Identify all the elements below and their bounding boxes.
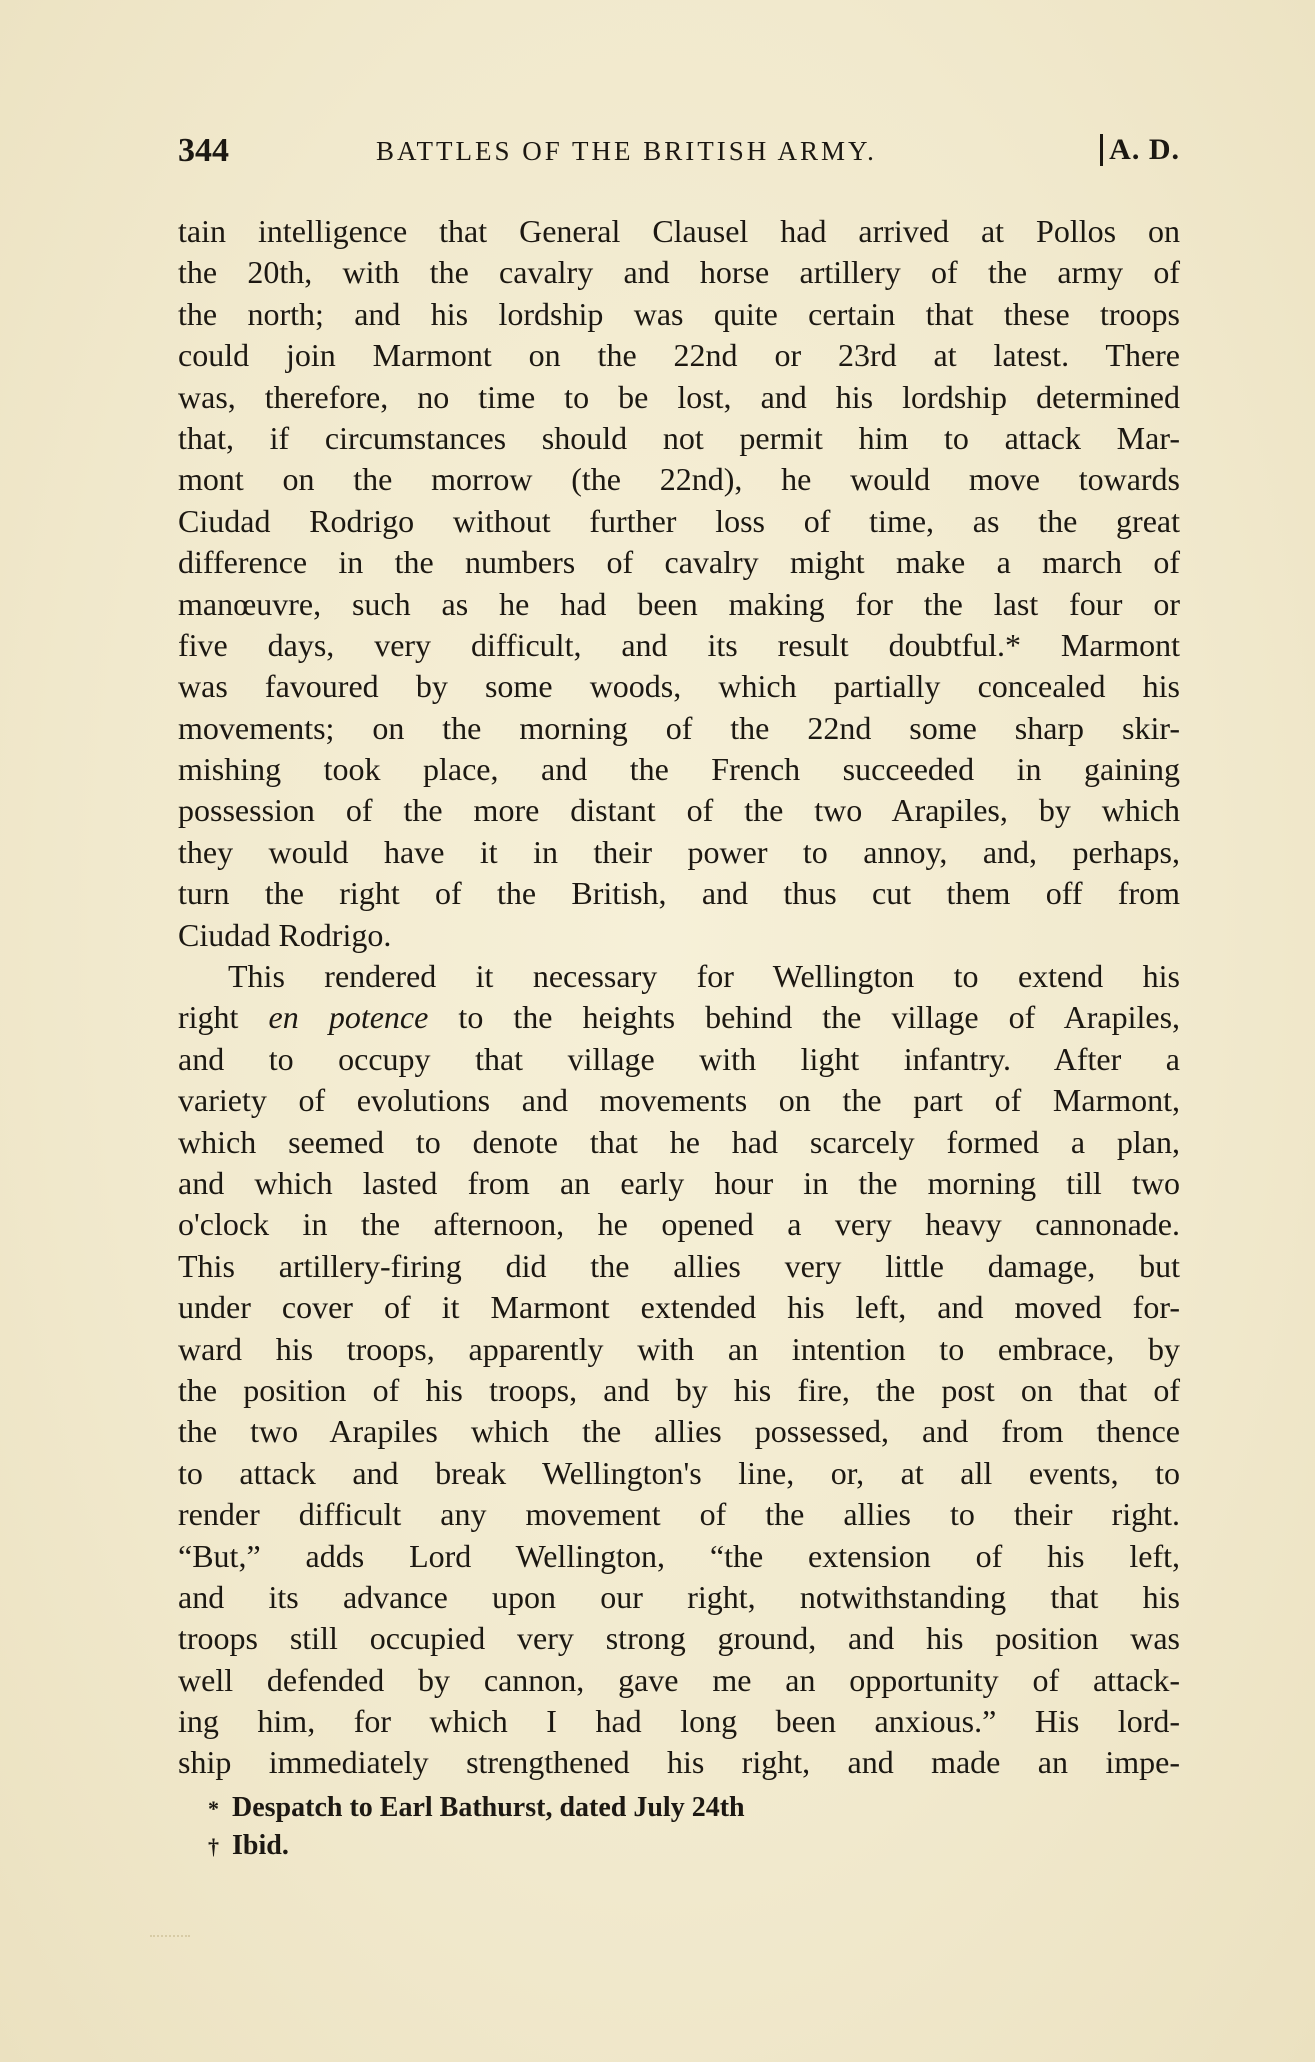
text-line: Ciudad Rodrigo.: [178, 916, 392, 953]
text-line: that, if circumstances should not permit him to attack Mar-: [178, 419, 1180, 456]
text-line: which seemed to denote that he had scarcely formed a plan,: [178, 1123, 1180, 1160]
footnote: [208, 1827, 992, 1865]
text-line: was, therefore, no time to be lost, and his lordship determined: [178, 378, 1180, 415]
text-line: the north; and his lordship was quite certain that these troops: [178, 295, 1180, 332]
text-line: mishing took place, and the French succeeded in gaining: [178, 751, 1180, 788]
text-line: mont on the morrow (the 22nd), he would move towards: [178, 461, 1180, 498]
footnote: [208, 1789, 992, 1827]
text-line: Ciudad Rodrigo without further loss of time, as the great: [178, 502, 1180, 539]
text-line: and which lasted from an early hour in the morning till two: [178, 1164, 1180, 1201]
text-line: under cover of it Marmont extended his left, and moved for-: [178, 1289, 1180, 1326]
text-line: tain intelligence that General Clausel had arrived at Pollos on: [178, 213, 1180, 249]
text-line: was favoured by some woods, which partially concealed his: [178, 668, 1180, 705]
text-line: ward his troops, apparently with an intention to embrace, by: [178, 1330, 1180, 1367]
italic-phrase: en potence: [268, 999, 429, 1036]
text-line: movements; on the morning of the 22nd some sharp skir-: [178, 709, 1180, 746]
footnote-text: Ibid.: [232, 1830, 289, 1861]
text-line: five days, very difficult, and its result doubtful.* Marmont: [178, 626, 1180, 663]
text-line-mixed: [178, 997, 1180, 1038]
footnote-mark: *: [208, 1796, 219, 1821]
text-line: This artillery-firing did the allies very little damage, but: [178, 1247, 1180, 1284]
text-line: render difficult any movement of the allies to their right.: [178, 1496, 1180, 1533]
running-title: BATTLES OF THE BRITISH ARMY.: [376, 136, 877, 166]
text-line: well defended by cannon, gave me an opportunity of attack-: [178, 1661, 1180, 1698]
text-line: troops still occupied very strong ground, and his position was: [178, 1620, 1180, 1657]
text-line: o'clock in the afternoon, he opened a very heavy cannonade.: [178, 1206, 1180, 1243]
text-line: difference in the numbers of cavalry might make a march of: [178, 544, 1180, 581]
text-line: the 20th, with the cavalry and horse artillery of the army of: [178, 254, 1180, 291]
footnotes: [208, 1789, 992, 1865]
text-span: to the heights behind the village of Arapiles,: [458, 999, 1181, 1036]
era-marker: A. D.: [1100, 134, 1180, 166]
text-line: they would have it in their power to annoy, and, perhaps,: [178, 833, 1180, 870]
text-line: the position of his troops, and by his fire, the post on that of: [178, 1371, 1180, 1408]
page-number: 344: [178, 132, 229, 169]
text-line: could join Marmont on the 22nd or 23rd at latest. There: [178, 337, 1180, 374]
text-line: “But,” adds Lord Wellington, “the extension of his left,: [178, 1537, 1180, 1574]
footnote-text: Despatch to Earl Bathurst, dated July 24th: [232, 1792, 745, 1823]
footnote-mark: †: [208, 1834, 219, 1859]
text-line: to attack and break Wellington's line, or, at all events, to: [178, 1454, 1180, 1491]
text-line: manœuvre, such as he had been making for the last four or: [178, 585, 1180, 622]
text-span: right: [178, 999, 239, 1036]
text-line: ship immediately strengthened his right, and made an impe-: [178, 1744, 1180, 1781]
text-line: This rendered it necessary for Wellington to extend his: [228, 958, 1180, 995]
text-line: and its advance upon our right, notwithstanding that his: [178, 1578, 1180, 1615]
running-head: [178, 132, 1180, 176]
text-line: turn the right of the British, and thus cut them off from: [178, 875, 1180, 912]
paper-mark: [150, 1935, 190, 1939]
text-line: variety of evolutions and movements on the part of Marmont,: [178, 1082, 1180, 1119]
text-line: and to occupy that village with light infantry. After a: [178, 1040, 1180, 1077]
text-line: possession of the more distant of the two Arapiles, by which: [178, 792, 1180, 829]
text-line: the two Arapiles which the allies possessed, and from thence: [178, 1413, 1180, 1450]
text-line: ing him, for which I had long been anxious.” His lord-: [178, 1703, 1180, 1740]
body-text: [178, 211, 1180, 1784]
